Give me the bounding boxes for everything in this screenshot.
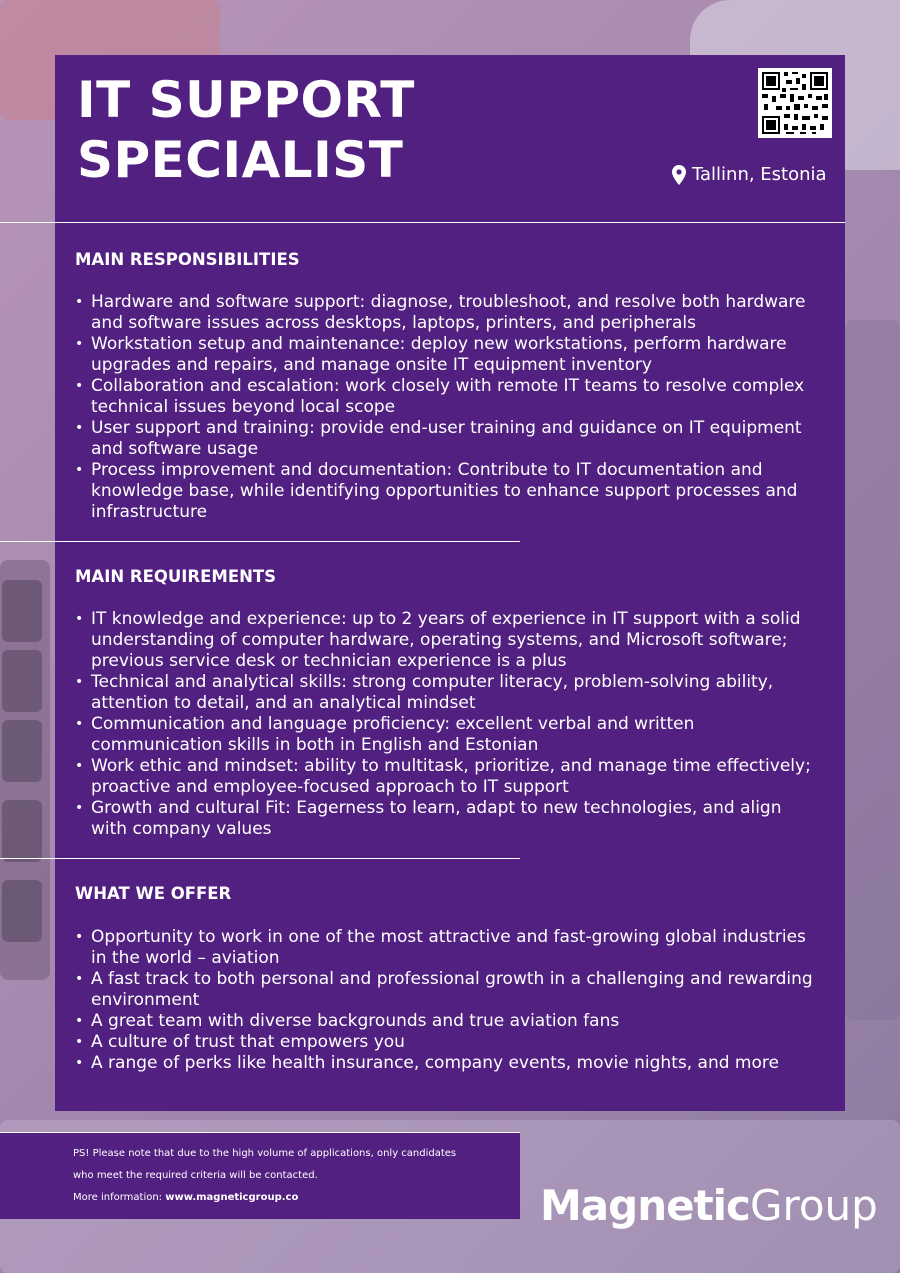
list-item: • A fast track to both personal and professional growth in a challenging and rewarding environment [75, 969, 815, 1011]
location-text: Tallinn, Estonia [692, 164, 827, 185]
list-item: • Work ethic and mindset: ability to multitask, prioritize, and manage time effectively; proactive and employee-focused approach to IT support [75, 756, 815, 798]
job-title [77, 70, 577, 190]
location-pin-icon [672, 165, 686, 185]
footer-note-line1: PS! Please note that due to the high volume of applications, only candidates [73, 1148, 457, 1159]
divider [0, 858, 520, 859]
magnetic-group-logo [540, 1180, 878, 1232]
list-item: • User support and training: provide end-user training and guidance on IT equipment and software usage [75, 418, 815, 460]
qr-code-icon[interactable] [758, 68, 832, 138]
logo-light-text: Group [749, 1181, 878, 1230]
footer-more-info [73, 1187, 503, 1209]
footer-note [73, 1143, 503, 1209]
job-title-line2: SPECIALIST [77, 131, 404, 189]
list-item: • Technical and analytical skills: strong computer literacy, problem-solving ability, attention to detail, and an analytical mindset [75, 672, 815, 714]
list-item: • Process improvement and documentation: Contribute to IT documentation and knowledge base, while identifying opportunities to enhance support processes and infrastructure [75, 460, 815, 523]
background-keyboard-key [2, 880, 42, 942]
list-item: • Growth and cultural Fit: Eagerness to learn, adapt to new technologies, and align with company values [75, 798, 815, 840]
list-item: • Opportunity to work in one of the most attractive and fast-growing global industries in the world – aviation [75, 927, 815, 969]
location [672, 163, 827, 187]
background-keyboard-key [2, 800, 42, 862]
background-keyboard-key [2, 580, 42, 642]
job-title-line1: IT SUPPORT [77, 71, 415, 129]
background-keyboard-key [2, 720, 42, 782]
divider [0, 222, 845, 223]
divider [0, 541, 520, 542]
section-title-offer: WHAT WE OFFER [75, 884, 232, 903]
requirements-list [75, 609, 815, 840]
list-item: • Hardware and software support: diagnose, troubleshoot, and resolve both hardware and software issues across desktops, laptops, printers, and peripherals [75, 292, 815, 334]
list-item: • IT knowledge and experience: up to 2 years of experience in IT support with a solid understanding of computer hardware, operating systems, and Microsoft software; previous service desk or technician experience is a plus [75, 609, 815, 672]
list-item: • A range of perks like health insurance, company events, movie nights, and more [75, 1053, 815, 1074]
logo-bold-text: Magnetic [540, 1181, 750, 1230]
list-item: • Communication and language proficiency: excellent verbal and written communication skills in both in English and Estonian [75, 714, 815, 756]
footer-more-info-label: More information: [73, 1192, 163, 1203]
background-keyboard-key [2, 650, 42, 712]
section-title-requirements: MAIN REQUIREMENTS [75, 567, 277, 586]
list-item: • Collaboration and escalation: work closely with remote IT teams to resolve complex technical issues beyond local scope [75, 376, 815, 418]
responsibilities-list [75, 292, 815, 523]
section-title-responsibilities: MAIN RESPONSIBILITIES [75, 250, 300, 269]
background-laptop-edge [845, 320, 900, 1020]
footer-website-link[interactable]: www.magneticgroup.co [165, 1192, 299, 1203]
list-item: • A culture of trust that empowers you [75, 1032, 815, 1053]
footer-note-line2: who meet the required criteria will be contacted. [73, 1170, 318, 1181]
list-item: • A great team with diverse backgrounds and true aviation fans [75, 1011, 815, 1032]
offer-list [75, 927, 815, 1074]
list-item: • Workstation setup and maintenance: deploy new workstations, perform hardware upgrades and repairs, and manage onsite IT equipment inventory [75, 334, 815, 376]
